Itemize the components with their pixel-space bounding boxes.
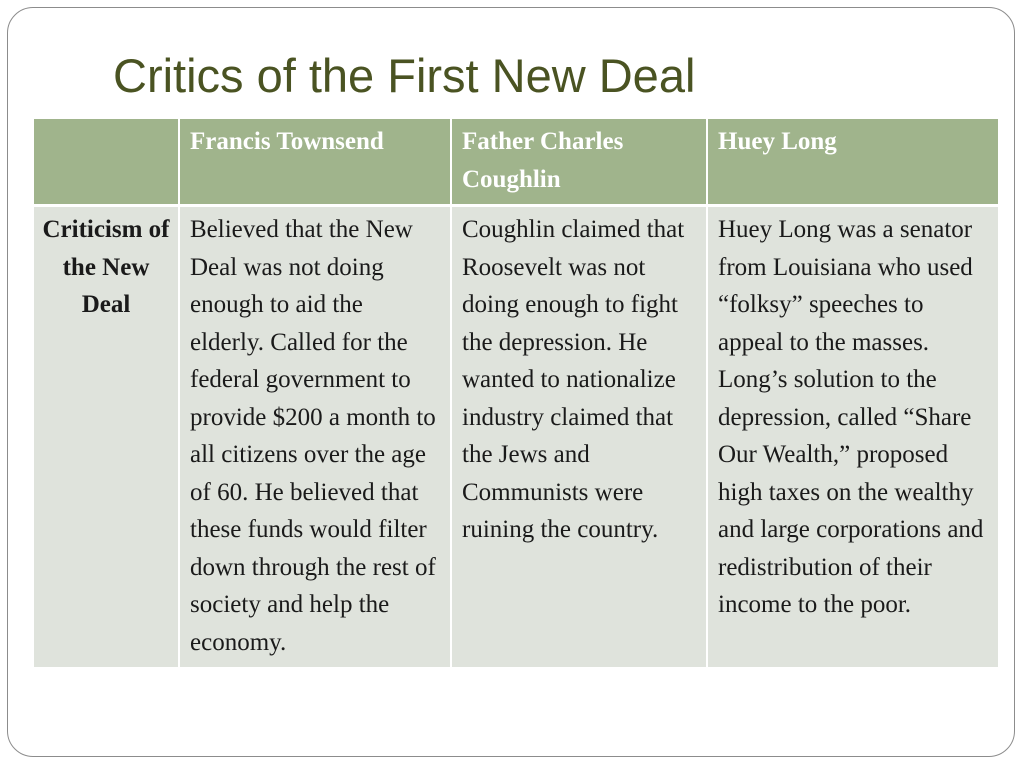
cell-coughlin-criticism <box>451 206 707 668</box>
table-header-row <box>34 119 998 206</box>
header-cell-coughlin: Father Charles Coughlin <box>451 119 707 206</box>
critics-table <box>34 119 998 667</box>
header-cell-long: Huey Long <box>707 119 998 206</box>
cell-long-criticism <box>707 206 998 668</box>
table-row <box>34 206 998 668</box>
header-cell-empty <box>34 119 179 206</box>
cell-text: Coughlin claimed that Roosevelt was not doing enough to fight the depression. He wanted to nationalize industry claimed that the Jews and Communists were ruining the country. <box>462 216 685 543</box>
cell-townsend-criticism <box>179 206 451 668</box>
header-cell-townsend: Francis Townsend <box>179 119 451 206</box>
slide-title: Critics of the First New Deal <box>113 49 696 102</box>
row-label-criticism: Criticism of the New Deal <box>34 206 179 668</box>
cell-text: Huey Long was a senator from Louisiana who used “folksy” speeches to appeal to the masses. Long’s solution to the depression, called “Share Our Wealth,” proposed high taxes on the wealthy and large corporations and redistribution of their income to the poor. <box>718 216 984 618</box>
cell-text: Believed that the New Deal was not doing enough to aid the elderly. Called for the federal government to provide $200 a month to all citizens over the age of 60. He believed that these funds would filter down through the rest of society and help the economy. <box>190 216 436 656</box>
